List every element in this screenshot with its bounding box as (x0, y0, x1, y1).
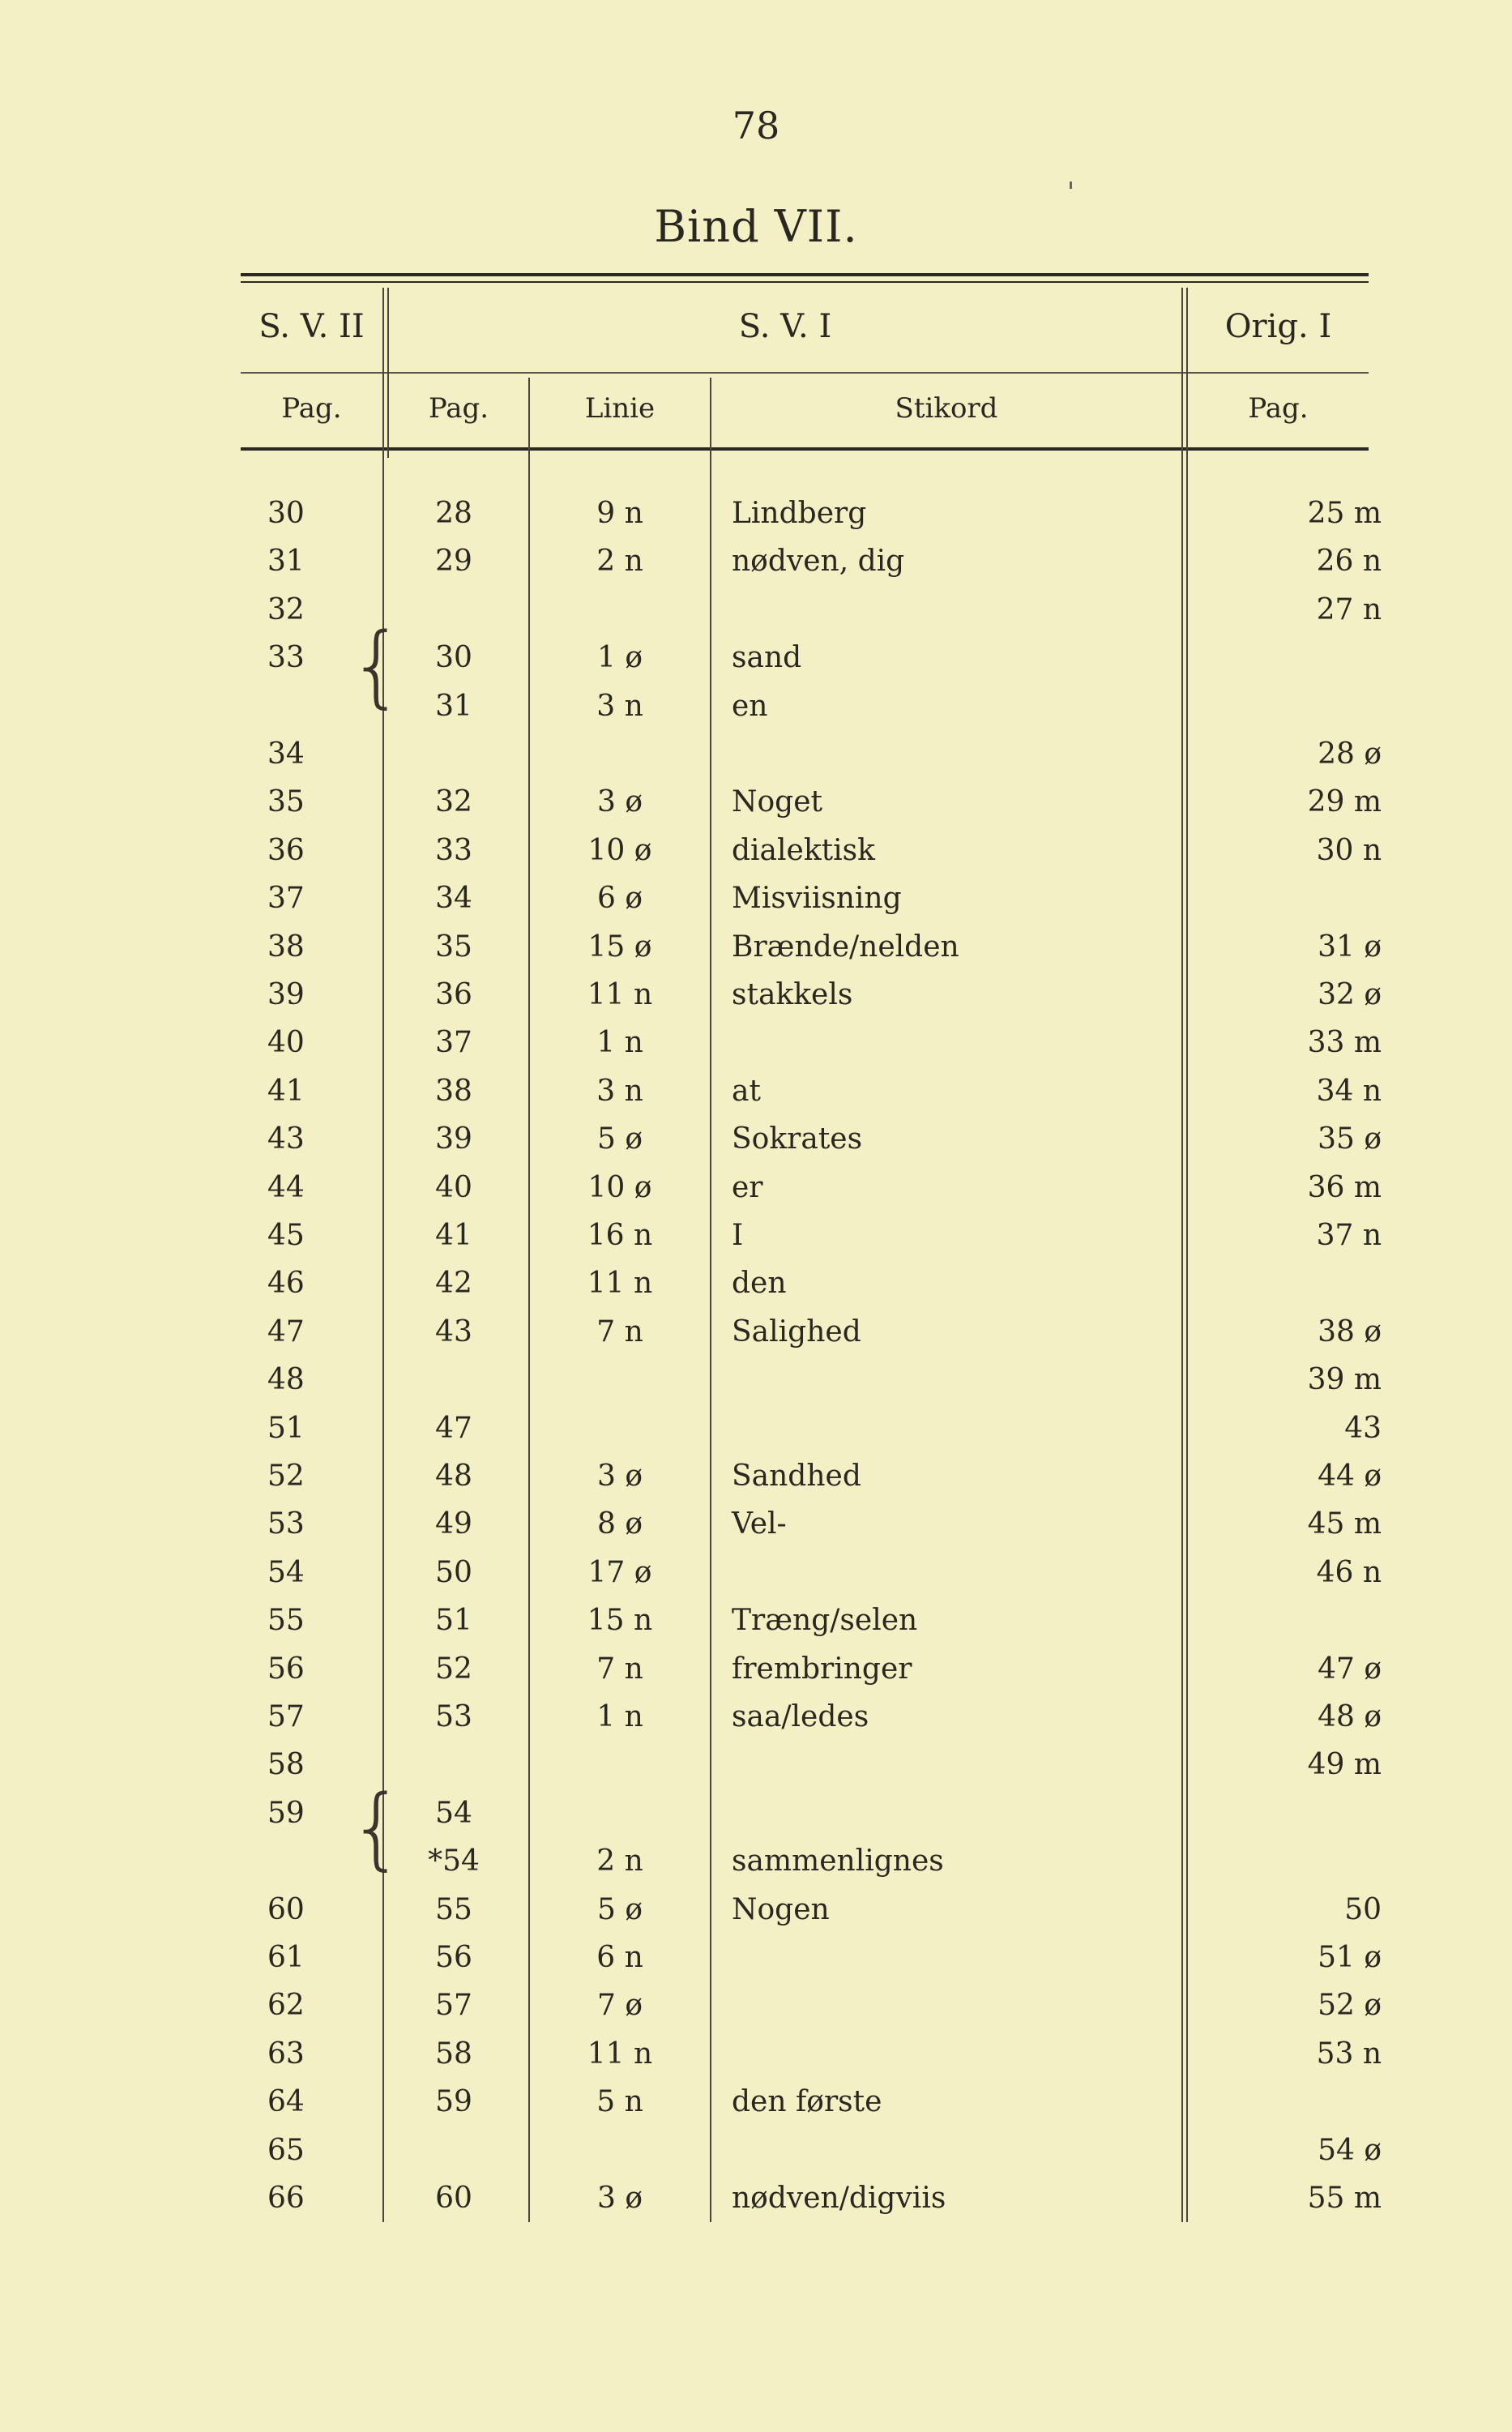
cell-orig-pag: 53 n (1316, 2037, 1382, 2071)
table-row (0, 923, 1512, 971)
cell-sv2-pag: 38 (267, 930, 305, 964)
cell-stikord: dialektisk (732, 834, 875, 867)
cell-sv1-pag: 29 (435, 545, 472, 578)
cell-sv1-linie: 1 n (596, 1700, 643, 1733)
cell-stikord: saa/ledes (732, 1700, 869, 1733)
header-sv1: S. V. I (738, 308, 832, 345)
cell-sv1-pag: 57 (435, 1989, 472, 2022)
cell-sv2-pag: 61 (267, 1941, 305, 1974)
cell-orig-pag: 54 ø (1318, 2134, 1382, 2167)
cell-sv1-pag: 35 (435, 930, 472, 964)
table-row (0, 489, 1512, 537)
cell-sv1-linie: 3 n (596, 690, 643, 723)
subheader-sv2-pag: Pag. (281, 392, 342, 425)
cell-sv2-pag: 58 (267, 1748, 305, 1781)
cell-sv1-linie: 5 n (596, 2085, 643, 2118)
cell-orig-pag: 46 n (1316, 1556, 1382, 1589)
cell-orig-pag: 36 m (1307, 1171, 1382, 1204)
cell-sv1-pag: 38 (435, 1075, 472, 1108)
cell-orig-pag: 45 m (1307, 1507, 1382, 1541)
cell-stikord: en (732, 690, 768, 723)
table-row (0, 1404, 1512, 1452)
table-row (0, 2174, 1512, 2222)
cell-sv1-linie: 16 n (587, 1219, 653, 1252)
brace-icon: { (348, 613, 405, 717)
cell-orig-pag: 50 (1344, 1893, 1382, 1926)
cell-sv2-pag: 32 (267, 593, 305, 626)
table-row (0, 1596, 1512, 1644)
cell-orig-pag: 44 ø (1318, 1460, 1382, 1493)
cell-orig-pag: 47 ø (1318, 1652, 1382, 1686)
cell-sv2-pag: 57 (267, 1700, 305, 1733)
cell-sv2-pag: 66 (267, 2182, 305, 2215)
header-divider (241, 372, 1369, 374)
cell-sv1-linie: 7 ø (596, 1989, 643, 2022)
table-row (0, 2126, 1512, 2174)
cell-orig-pag: 32 ø (1318, 978, 1382, 1011)
cell-stikord: den første (732, 2085, 882, 2118)
cell-sv1-pag: 48 (435, 1460, 472, 1493)
cell-sv1-pag: 39 (435, 1122, 472, 1156)
cell-sv1-linie: 11 n (587, 978, 653, 1011)
table-row (0, 1212, 1512, 1259)
cell-orig-pag: 33 m (1307, 1026, 1382, 1059)
cell-sv1-pag: 28 (435, 497, 472, 530)
cell-sv2-pag: 30 (267, 497, 305, 530)
table-top-rule (241, 273, 1369, 276)
cell-sv1-linie: 7 n (596, 1315, 643, 1348)
cell-sv1-pag: 36 (435, 978, 472, 1011)
table-row (0, 537, 1512, 585)
table-row (0, 1308, 1512, 1356)
table-row (0, 1356, 1512, 1404)
cell-sv2-pag: 33 (267, 641, 305, 674)
cell-sv1-linie: 10 ø (587, 1171, 652, 1204)
subheader-sv1-pag: Pag. (428, 392, 489, 425)
cell-orig-pag: 51 ø (1318, 1941, 1382, 1974)
table-row (0, 1067, 1512, 1115)
cell-sv1-pag: 42 (435, 1267, 472, 1300)
cell-sv1-linie: 3 n (596, 1075, 643, 1108)
cell-sv1-linie: 3 ø (596, 1460, 643, 1493)
table-row (0, 1549, 1512, 1596)
cell-sv2-pag: 54 (267, 1556, 305, 1589)
cell-sv1-linie: 6 ø (596, 882, 643, 915)
cell-sv1-pag: 30 (435, 641, 472, 674)
cell-sv1-linie: 2 n (596, 1844, 643, 1878)
table-row (0, 1886, 1512, 1934)
cell-stikord: nødven/digviis (732, 2182, 946, 2215)
cell-orig-pag: 35 ø (1318, 1122, 1382, 1156)
cell-sv1-linie: 10 ø (587, 834, 652, 867)
cell-sv1-linie: 3 ø (596, 785, 643, 819)
cell-sv1-pag: 56 (435, 1941, 472, 1974)
table-row (0, 874, 1512, 922)
cell-sv1-pag: 58 (435, 2037, 472, 2071)
header-sv2: S. V. II (258, 308, 365, 345)
cell-sv1-pag: 41 (435, 1219, 472, 1252)
table-row (0, 586, 1512, 634)
cell-sv1-pag: 40 (435, 1171, 472, 1204)
table-row (0, 827, 1512, 874)
cell-sv1-pag: 59 (435, 2085, 472, 2118)
table-row (0, 682, 1512, 730)
cell-orig-pag: 28 ø (1318, 737, 1382, 771)
cell-stikord: Misviisning (732, 882, 902, 915)
cell-sv2-pag: 34 (267, 737, 305, 771)
cell-sv2-pag: 52 (267, 1460, 305, 1493)
cell-sv1-linie: 9 n (596, 497, 643, 530)
cell-orig-pag: 26 n (1316, 545, 1382, 578)
table-row (0, 1452, 1512, 1500)
header-orig: Orig. I (1224, 308, 1332, 345)
cell-stikord: Brænde/nelden (732, 930, 959, 964)
cell-sv2-pag: 31 (267, 545, 305, 578)
table-row (0, 1837, 1512, 1885)
table-row (0, 1645, 1512, 1693)
table-row (0, 1693, 1512, 1741)
cell-sv1-linie: 1 ø (596, 641, 643, 674)
cell-sv1-pag: 60 (435, 2182, 472, 2215)
cell-sv2-pag: 62 (267, 1989, 305, 2022)
cell-sv2-pag: 39 (267, 978, 305, 1011)
cell-sv2-pag: 63 (267, 2037, 305, 2071)
cell-stikord: er (732, 1171, 763, 1204)
cell-sv2-pag: 51 (267, 1412, 305, 1445)
cell-stikord: Sokrates (732, 1122, 863, 1156)
cell-sv1-pag: 51 (435, 1604, 472, 1637)
table-row (0, 1259, 1512, 1307)
brace-icon: { (348, 1776, 405, 1879)
table-row (0, 730, 1512, 778)
cell-sv1-linie: 15 n (587, 1604, 653, 1637)
cell-sv1-pag: 47 (435, 1412, 472, 1445)
cell-orig-pag: 38 ø (1318, 1315, 1382, 1348)
cell-sv2-pag: 46 (267, 1267, 305, 1300)
cell-orig-pag: 31 ø (1318, 930, 1382, 964)
table-row (0, 634, 1512, 682)
cell-sv2-pag: 44 (267, 1171, 305, 1204)
cell-stikord: frembringer (732, 1652, 912, 1686)
cell-sv1-pag: *54 (428, 1844, 480, 1878)
cell-sv2-pag: 37 (267, 882, 305, 915)
cell-sv2-pag: 43 (267, 1122, 305, 1156)
cell-stikord: sammenlignes (732, 1844, 944, 1878)
table-row (0, 1741, 1512, 1789)
cell-sv1-pag: 43 (435, 1315, 472, 1348)
cell-sv2-pag: 53 (267, 1507, 305, 1541)
header-bottom-rule (241, 447, 1369, 451)
cell-stikord: Træng/selen (732, 1604, 918, 1637)
table-top-rule-thin (241, 281, 1369, 283)
cell-sv2-pag: 60 (267, 1893, 305, 1926)
cell-sv1-pag: 53 (435, 1700, 472, 1733)
cell-stikord: den (732, 1267, 787, 1300)
table-row (0, 1789, 1512, 1837)
cell-stikord: stakkels (732, 978, 853, 1011)
cell-sv1-pag: 37 (435, 1026, 472, 1059)
cell-sv1-pag: 50 (435, 1556, 472, 1589)
cell-sv1-linie: 15 ø (587, 930, 652, 964)
cell-sv1-linie: 8 ø (596, 1507, 643, 1541)
cell-orig-pag: 30 n (1316, 834, 1382, 867)
cell-stikord: Nogen (732, 1893, 830, 1926)
cell-sv1-linie: 7 n (596, 1652, 643, 1686)
cell-orig-pag: 29 m (1307, 785, 1382, 819)
cell-orig-pag: 48 ø (1318, 1700, 1382, 1733)
cell-stikord: Sandhed (732, 1460, 861, 1493)
cell-stikord: Noget (732, 785, 822, 819)
cell-orig-pag: 49 m (1307, 1748, 1382, 1781)
cell-sv1-pag: 31 (435, 690, 472, 723)
table-row (0, 1164, 1512, 1212)
cell-sv1-pag: 55 (435, 1893, 472, 1926)
table-row (0, 1019, 1512, 1066)
cell-orig-pag: 37 n (1316, 1219, 1382, 1252)
cell-sv2-pag: 47 (267, 1315, 305, 1348)
cell-sv1-linie: 5 ø (596, 1893, 643, 1926)
cell-sv1-linie: 5 ø (596, 1122, 643, 1156)
cell-sv1-linie: 1 n (596, 1026, 643, 1059)
print-speck (1070, 182, 1072, 189)
table-row (0, 1115, 1512, 1163)
table-row (0, 1981, 1512, 2029)
cell-sv2-pag: 59 (267, 1797, 305, 1830)
cell-stikord: nødven, dig (732, 545, 905, 578)
cell-orig-pag: 55 m (1307, 2182, 1382, 2215)
cell-stikord: Vel- (732, 1507, 787, 1541)
cell-sv2-pag: 65 (267, 2134, 305, 2167)
subheader-sv1-linie: Linie (584, 392, 656, 425)
cell-sv1-linie: 17 ø (587, 1556, 652, 1589)
cell-sv2-pag: 35 (267, 785, 305, 819)
cell-sv1-linie: 11 n (587, 2037, 653, 2071)
cell-sv1-pag: 49 (435, 1507, 472, 1541)
cell-sv2-pag: 41 (267, 1075, 305, 1108)
table-row (0, 1934, 1512, 1981)
cell-sv1-pag: 34 (435, 882, 472, 915)
cell-sv2-pag: 64 (267, 2085, 305, 2118)
cell-sv1-pag: 54 (435, 1797, 472, 1830)
cell-sv2-pag: 36 (267, 834, 305, 867)
cell-sv1-linie: 3 ø (596, 2182, 643, 2215)
table-row (0, 2078, 1512, 2126)
cell-stikord: I (732, 1219, 744, 1252)
cell-sv2-pag: 55 (267, 1604, 305, 1637)
cell-sv1-linie: 2 n (596, 545, 643, 578)
cell-sv1-pag: 32 (435, 785, 472, 819)
table-row (0, 971, 1512, 1019)
cell-orig-pag: 39 m (1307, 1363, 1382, 1396)
cell-orig-pag: 27 n (1316, 593, 1382, 626)
cell-sv2-pag: 48 (267, 1363, 305, 1396)
cell-sv1-pag: 52 (435, 1652, 472, 1686)
cell-orig-pag: 43 (1344, 1412, 1382, 1445)
table-row (0, 778, 1512, 826)
cell-sv2-pag: 56 (267, 1652, 305, 1686)
page-number: 78 (732, 104, 780, 147)
table-row (0, 2030, 1512, 2078)
cell-stikord: Lindberg (732, 497, 867, 530)
volume-title: Bind VII. (654, 201, 858, 252)
cell-orig-pag: 52 ø (1318, 1989, 1382, 2022)
cell-sv1-pag: 33 (435, 834, 472, 867)
cell-stikord: Salighed (732, 1315, 861, 1348)
cell-stikord: at (732, 1075, 761, 1108)
subheader-orig-pag: Pag. (1248, 392, 1309, 425)
cell-sv2-pag: 40 (267, 1026, 305, 1059)
cell-orig-pag: 25 m (1307, 497, 1382, 530)
cell-stikord: sand (732, 641, 802, 674)
cell-orig-pag: 34 n (1316, 1075, 1382, 1108)
cell-sv2-pag: 45 (267, 1219, 305, 1252)
cell-sv1-linie: 11 n (587, 1267, 653, 1300)
cell-sv1-linie: 6 n (596, 1941, 643, 1974)
subheader-sv1-stikord: Stikord (895, 392, 998, 425)
table-row (0, 1500, 1512, 1548)
